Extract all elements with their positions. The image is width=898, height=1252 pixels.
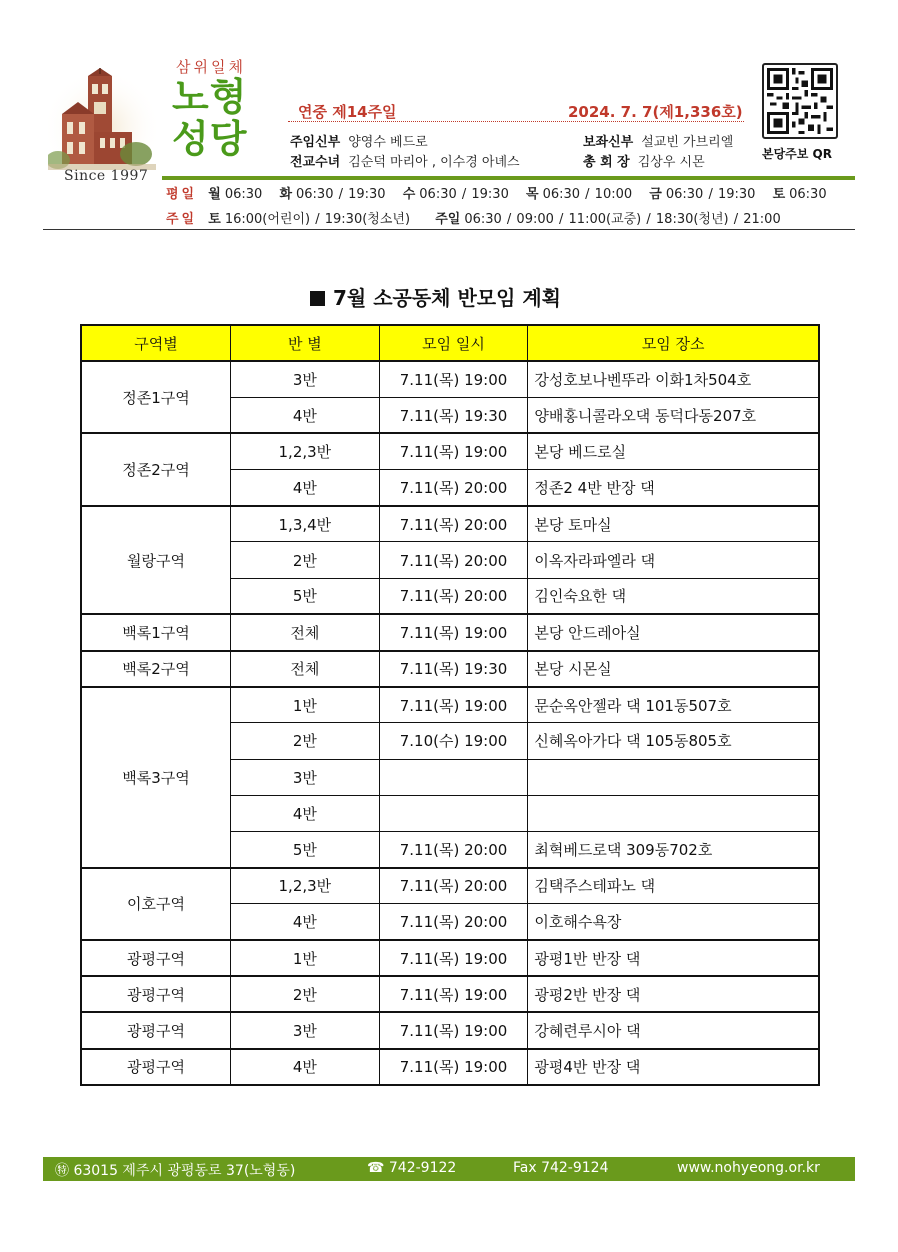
datetime-cell: 7.11(목) 20:00	[379, 578, 528, 614]
ban-cell: 3반	[231, 361, 380, 397]
table-row	[81, 651, 819, 687]
staff-council-president	[583, 151, 705, 170]
issue-date: 2024. 7. 7(제1,336호)	[568, 103, 743, 121]
mass-day: 화	[279, 187, 292, 202]
staff-name: 양영수 베드로	[348, 135, 428, 150]
datetime-cell: 7.11(목) 20:00	[379, 868, 528, 904]
table-row	[81, 506, 819, 542]
meeting-schedule-table	[80, 324, 820, 1086]
zone-cell: 백록3구역	[81, 687, 231, 868]
staff-sisters	[290, 151, 520, 170]
ban-cell: 1,2,3반	[231, 433, 380, 469]
table-row	[81, 433, 819, 469]
place-cell: 문순옥안젤라 댁 101동507호	[528, 687, 819, 723]
place-cell: 정존2 4반 반장 댁	[528, 470, 819, 506]
mass-day: 금	[649, 187, 662, 202]
place-cell	[528, 795, 819, 831]
footer-website[interactable]: www.nohyeong.or.kr	[677, 1160, 820, 1176]
church-name-logo: 노형성당	[172, 75, 248, 161]
header-divider	[43, 229, 855, 230]
staff-role: 주임신부	[290, 135, 341, 150]
footer-fax: Fax 742-9124	[513, 1160, 609, 1176]
place-cell: 최혁베드로댁 309동702호	[528, 831, 819, 867]
datetime-cell: 7.11(목) 20:00	[379, 831, 528, 867]
qr-label: 본당주보 QR	[762, 147, 832, 161]
mass-time: 06:30	[224, 187, 263, 202]
place-cell: 강성호보나벤뚜라 이화1차504호	[528, 361, 819, 397]
ban-cell: 4반	[231, 795, 380, 831]
mass-day: 토	[772, 187, 786, 202]
table-row	[81, 868, 819, 904]
ban-cell: 1반	[231, 940, 380, 976]
footer-bar	[43, 1157, 855, 1181]
place-cell: 이호해수욕장	[528, 904, 819, 940]
zone-cell: 백록2구역	[81, 651, 231, 687]
datetime-cell: 7.11(목) 20:00	[379, 904, 528, 940]
datetime-cell: 7.11(목) 19:00	[379, 687, 528, 723]
black-square-icon	[310, 291, 325, 306]
datetime-cell: 7.11(목) 19:00	[379, 433, 528, 469]
mass-time: 06:30 / 19:30	[419, 187, 509, 202]
dotted-divider	[288, 121, 744, 122]
table-header-row	[81, 325, 819, 361]
ban-cell: 2반	[231, 723, 380, 759]
ban-cell: 3반	[231, 759, 380, 795]
staff-assistant-pastor	[583, 131, 733, 150]
datetime-cell	[379, 795, 528, 831]
staff-name: 설교빈 가브리엘	[641, 135, 734, 150]
table-row	[81, 614, 819, 650]
place-cell: 본당 토마실	[528, 506, 819, 542]
ban-cell: 4반	[231, 470, 380, 506]
mass-time: 06:30 / 10:00	[542, 187, 633, 202]
mass-day: 월	[208, 187, 221, 202]
staff-role: 총 회 장	[583, 155, 630, 170]
zone-cell: 광평구역	[81, 1012, 231, 1048]
staff-role: 보좌신부	[583, 135, 634, 150]
zone-cell: 정존2구역	[81, 433, 231, 505]
mass-day: 주일	[435, 212, 461, 227]
table-body	[81, 361, 819, 1085]
place-cell: 이옥자라파엘라 댁	[528, 542, 819, 578]
mass-time: 06:30 / 09:00 / 11:00(교중) / 18:30(청년) / 21:00	[464, 212, 781, 227]
weekday-mass-label: 평일	[166, 187, 198, 202]
datetime-cell: 7.11(목) 19:00	[379, 1049, 528, 1085]
ban-cell: 1,3,4반	[231, 506, 380, 542]
ban-cell: 5반	[231, 831, 380, 867]
datetime-cell	[379, 759, 528, 795]
place-cell: 광평4반 반장 댁	[528, 1049, 819, 1085]
place-cell: 양배홍니콜라오댁 동덕다동207호	[528, 397, 819, 433]
table-row	[81, 976, 819, 1012]
table-row	[81, 361, 819, 397]
zone-cell: 월랑구역	[81, 506, 231, 615]
place-cell: 본당 시몬실	[528, 651, 819, 687]
datetime-cell: 7.11(목) 19:00	[379, 361, 528, 397]
datetime-cell: 7.11(목) 19:00	[379, 940, 528, 976]
staff-name: 김순덕 마리아 , 이수경 아녜스	[348, 155, 520, 170]
place-cell: 본당 베드로실	[528, 433, 819, 469]
datetime-cell: 7.11(목) 20:00	[379, 542, 528, 578]
datetime-cell: 7.10(수) 19:00	[379, 723, 528, 759]
zone-cell: 정존1구역	[81, 361, 231, 433]
datetime-cell: 7.11(목) 19:30	[379, 651, 528, 687]
staff-pastor	[290, 131, 428, 150]
ban-cell: 4반	[231, 397, 380, 433]
ban-cell: 2반	[231, 542, 380, 578]
place-cell: 광평2반 반장 댁	[528, 976, 819, 1012]
table-row	[81, 1012, 819, 1048]
place-cell: 광평1반 반장 댁	[528, 940, 819, 976]
ban-cell: 2반	[231, 976, 380, 1012]
sunday-mass-label: 주일	[166, 212, 198, 227]
mass-time: 06:30 / 19:30	[665, 187, 756, 202]
weekday-mass-schedule	[166, 183, 827, 202]
column-header-place: 모임 장소	[528, 325, 819, 361]
column-header-zone: 구역별	[81, 325, 231, 361]
zone-cell: 이호구역	[81, 868, 231, 940]
table-row	[81, 687, 819, 723]
ban-cell: 전체	[231, 651, 380, 687]
qr-code[interactable]	[762, 63, 838, 139]
place-cell: 강혜련루시아 댁	[528, 1012, 819, 1048]
place-cell: 김택주스테파노 댁	[528, 868, 819, 904]
section-title-text: 7월 소공동체 반모임 계획	[333, 286, 562, 310]
zone-cell: 광평구역	[81, 940, 231, 976]
mass-day: 목	[526, 187, 539, 202]
datetime-cell: 7.11(목) 19:30	[379, 397, 528, 433]
column-header-datetime: 모임 일시	[379, 325, 528, 361]
mass-day: 수	[402, 187, 416, 202]
church-subtitle: 삼위일체	[176, 58, 246, 76]
qr-code-icon	[767, 68, 833, 134]
place-cell	[528, 759, 819, 795]
header-green-bar	[162, 176, 855, 180]
datetime-cell: 7.11(목) 19:00	[379, 614, 528, 650]
mass-day: 토	[208, 212, 221, 227]
section-title	[310, 282, 561, 311]
footer-phone: ☎ 742-9122	[367, 1160, 457, 1176]
ban-cell: 3반	[231, 1012, 380, 1048]
datetime-cell: 7.11(목) 19:00	[379, 1012, 528, 1048]
datetime-cell: 7.11(목) 20:00	[379, 506, 528, 542]
place-cell: 김인숙요한 댁	[528, 578, 819, 614]
place-cell: 본당 안드레아실	[528, 614, 819, 650]
since-year: Since 1997	[64, 168, 149, 184]
staff-name: 김상우 시몬	[637, 155, 705, 170]
zone-cell: 광평구역	[81, 976, 231, 1012]
mass-time: 06:30	[789, 187, 827, 202]
place-cell: 신혜옥아가다 댁 105동805호	[528, 723, 819, 759]
ban-cell: 4반	[231, 904, 380, 940]
ban-cell: 전체	[231, 614, 380, 650]
staff-role: 전교수녀	[290, 155, 341, 170]
ban-cell: 1,2,3반	[231, 868, 380, 904]
sunday-mass-schedule	[166, 208, 781, 227]
datetime-cell: 7.11(목) 19:00	[379, 976, 528, 1012]
ban-cell: 1반	[231, 687, 380, 723]
table-row	[81, 940, 819, 976]
datetime-cell: 7.11(목) 20:00	[379, 470, 528, 506]
mass-time: 16:00(어린이) / 19:30(청소년)	[224, 212, 411, 227]
column-header-ban: 반 별	[231, 325, 380, 361]
table-row	[81, 1049, 819, 1085]
ban-cell: 4반	[231, 1049, 380, 1085]
liturgical-week: 연중 제14주일	[298, 103, 397, 121]
footer-address: ㊕ 63015 제주시 광평동로 37(노형동)	[55, 1163, 296, 1179]
zone-cell: 광평구역	[81, 1049, 231, 1085]
ban-cell: 5반	[231, 578, 380, 614]
mass-time: 06:30 / 19:30	[296, 187, 386, 202]
zone-cell: 백록1구역	[81, 614, 231, 650]
